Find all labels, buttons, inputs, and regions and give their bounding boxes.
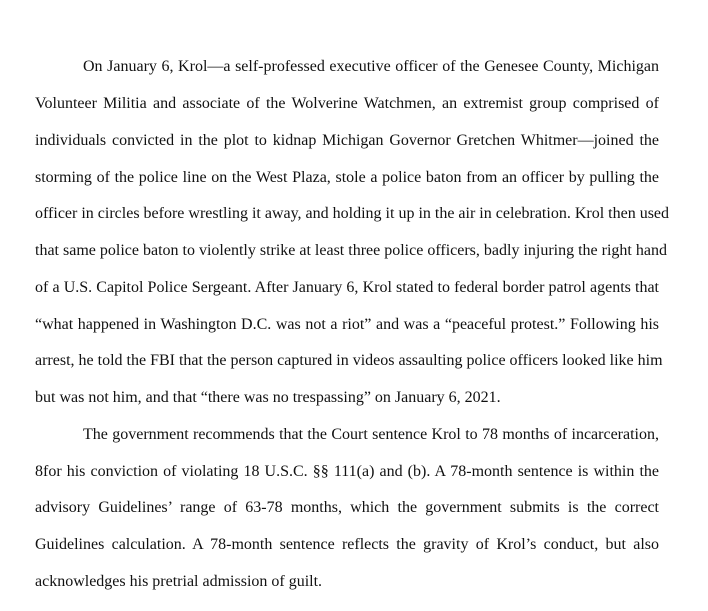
paragraph-1-line-9: arrest, he told the FBI that the person captured in videos assaulting police officers looked like him (35, 352, 663, 369)
paragraph-2-line-3: advisory Guidelines’ range of 63-78 months, which the government submits is the correct (35, 499, 659, 516)
paragraph-1-line-3: individuals convicted in the plot to kidnap Michigan Governor Gretchen Whitmer—joined the (35, 132, 659, 149)
paragraph-1-line-5: officer in circles before wrestling it away, and holding it up in the air in celebration. Krol then used (35, 205, 670, 222)
paragraph-1-line-8: “what happened in Washington D.C. was not a riot” and was a “peaceful protest.” Following his (35, 316, 659, 333)
paragraph-1-line-10: but was not him, and that “there was no trespassing” on January 6, 2021. (35, 389, 501, 406)
paragraph-2-line-5: acknowledges his pretrial admission of guilt. (35, 573, 323, 590)
paragraph-1-line-4: storming of the police line on the West Plaza, stole a police baton from an officer by pulling the (35, 169, 659, 186)
paragraph-2-line-2: 8for his conviction of violating 18 U.S.C. §§ 111(a) and (b). A 78-month sentence is within the (35, 463, 659, 480)
paragraph-1-line-2: Volunteer Militia and associate of the Wolverine Watchmen, an extremist group comprised of (35, 95, 659, 112)
paragraph-2-line-4: Guidelines calculation. A 78-month sentence reflects the gravity of Krol’s conduct, but also (35, 536, 659, 553)
paragraph-1-line-1: On January 6, Krol—a self-professed executive officer of the Genesee County, Michigan (83, 58, 659, 75)
paragraph-2-line-1: The government recommends that the Court sentence Krol to 78 months of incarceration, (83, 426, 659, 443)
paragraph-1-line-6: that same police baton to violently strike at least three police officers, badly injuring the right hand (35, 242, 667, 259)
paragraph-1-line-7: of a U.S. Capitol Police Sergeant. After January 6, Krol stated to federal border patrol agents that (35, 279, 659, 296)
